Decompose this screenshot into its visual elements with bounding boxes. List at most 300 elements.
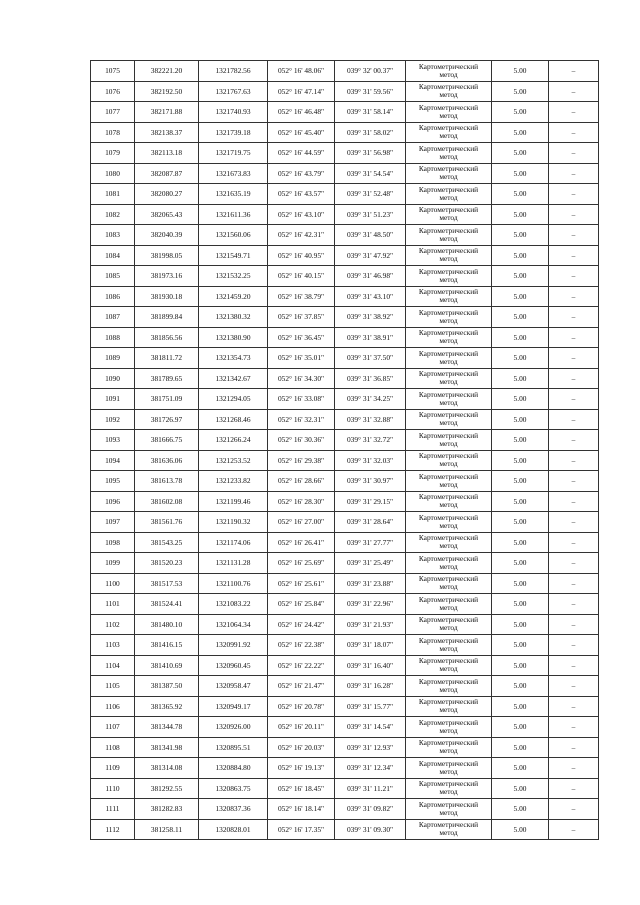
note-cell: – <box>549 81 599 102</box>
x-coordinate-cell: 381543.25 <box>135 532 199 553</box>
method-cell <box>406 163 492 184</box>
x-coordinate-cell: 381387.50 <box>135 676 199 697</box>
latitude-cell: 052° 16' 26.41" <box>268 532 335 553</box>
longitude-cell: 039° 31' 54.54" <box>335 163 406 184</box>
y-coordinate-cell: 1321354.73 <box>199 348 268 369</box>
y-coordinate-cell: 1321083.22 <box>199 594 268 615</box>
table-row <box>91 348 599 369</box>
accuracy-cell: 5.00 <box>492 266 549 287</box>
method-cell <box>406 778 492 799</box>
latitude-cell: 052° 16' 27.00" <box>268 512 335 533</box>
method-line1: Картометрический <box>418 287 479 297</box>
table-row <box>91 204 599 225</box>
latitude-cell: 052° 16' 36.45" <box>268 327 335 348</box>
method-line2: метод <box>439 274 458 284</box>
table-row <box>91 163 599 184</box>
note-cell: – <box>549 737 599 758</box>
latitude-cell: 052° 16' 34.30" <box>268 368 335 389</box>
y-coordinate-cell: 1321740.93 <box>199 102 268 123</box>
x-coordinate-cell: 381561.76 <box>135 512 199 533</box>
point-number-cell: 1092 <box>91 409 135 430</box>
method-line1: Картометрический <box>418 369 479 379</box>
longitude-cell: 039° 31' 12.34" <box>335 758 406 779</box>
y-coordinate-cell: 1320884.80 <box>199 758 268 779</box>
table-row <box>91 245 599 266</box>
note-cell: – <box>549 717 599 738</box>
method-line1: Картометрический <box>418 246 479 256</box>
point-number-cell: 1104 <box>91 655 135 676</box>
point-number-cell: 1089 <box>91 348 135 369</box>
accuracy-cell: 5.00 <box>492 778 549 799</box>
note-cell: – <box>549 102 599 123</box>
method-line2: метод <box>439 315 458 325</box>
y-coordinate-cell: 1320837.36 <box>199 799 268 820</box>
latitude-cell: 052° 16' 20.78" <box>268 696 335 717</box>
y-coordinate-cell: 1321611.36 <box>199 204 268 225</box>
method-line2: метод <box>439 725 458 735</box>
table-row <box>91 696 599 717</box>
note-cell: – <box>549 676 599 697</box>
method-cell <box>406 245 492 266</box>
method-line2: метод <box>439 746 458 756</box>
longitude-cell: 039° 31' 30.97" <box>335 471 406 492</box>
accuracy-cell: 5.00 <box>492 368 549 389</box>
longitude-cell: 039° 31' 14.54" <box>335 717 406 738</box>
method-line1: Картометрический <box>418 266 479 276</box>
longitude-cell: 039° 31' 09.82" <box>335 799 406 820</box>
method-line2: метод <box>439 766 458 776</box>
method-line1: Картометрический <box>418 779 479 789</box>
note-cell: – <box>549 389 599 410</box>
point-number-cell: 1108 <box>91 737 135 758</box>
table-row <box>91 122 599 143</box>
method-line1: Картометрический <box>418 512 479 522</box>
y-coordinate-cell: 1321459.20 <box>199 286 268 307</box>
accuracy-cell: 5.00 <box>492 573 549 594</box>
note-cell: – <box>549 245 599 266</box>
accuracy-cell: 5.00 <box>492 532 549 553</box>
y-coordinate-cell: 1321782.56 <box>199 61 268 82</box>
accuracy-cell: 5.00 <box>492 225 549 246</box>
longitude-cell: 039° 31' 51.23" <box>335 204 406 225</box>
method-cell <box>406 737 492 758</box>
method-line2: метод <box>439 397 458 407</box>
accuracy-cell: 5.00 <box>492 163 549 184</box>
x-coordinate-cell: 381314.08 <box>135 758 199 779</box>
latitude-cell: 052° 16' 32.31" <box>268 409 335 430</box>
longitude-cell: 039° 31' 38.91" <box>335 327 406 348</box>
point-number-cell: 1097 <box>91 512 135 533</box>
method-line1: Картометрический <box>418 492 479 502</box>
longitude-cell: 039° 31' 38.92" <box>335 307 406 328</box>
accuracy-cell: 5.00 <box>492 635 549 656</box>
method-line1: Картометрический <box>418 553 479 563</box>
x-coordinate-cell: 382065.43 <box>135 204 199 225</box>
x-coordinate-cell: 381751.09 <box>135 389 199 410</box>
method-line1: Картометрический <box>418 184 479 194</box>
table-row <box>91 307 599 328</box>
x-coordinate-cell: 382192.50 <box>135 81 199 102</box>
method-line2: метод <box>439 664 458 674</box>
point-number-cell: 1100 <box>91 573 135 594</box>
accuracy-cell: 5.00 <box>492 450 549 471</box>
method-cell <box>406 102 492 123</box>
method-cell <box>406 471 492 492</box>
table-row <box>91 614 599 635</box>
method-line1: Картометрический <box>418 676 479 686</box>
method-line1: Картометрический <box>418 143 479 153</box>
point-number-cell: 1099 <box>91 553 135 574</box>
accuracy-cell: 5.00 <box>492 286 549 307</box>
table-row <box>91 430 599 451</box>
latitude-cell: 052° 16' 20.03" <box>268 737 335 758</box>
table-row <box>91 389 599 410</box>
method-cell <box>406 799 492 820</box>
y-coordinate-cell: 1321635.19 <box>199 184 268 205</box>
method-cell <box>406 81 492 102</box>
table-row <box>91 450 599 471</box>
method-cell <box>406 635 492 656</box>
accuracy-cell: 5.00 <box>492 184 549 205</box>
y-coordinate-cell: 1321739.18 <box>199 122 268 143</box>
accuracy-cell: 5.00 <box>492 819 549 840</box>
y-coordinate-cell: 1320949.17 <box>199 696 268 717</box>
method-cell <box>406 491 492 512</box>
latitude-cell: 052° 16' 17.35" <box>268 819 335 840</box>
longitude-cell: 039° 31' 09.30" <box>335 819 406 840</box>
longitude-cell: 039° 31' 28.64" <box>335 512 406 533</box>
accuracy-cell: 5.00 <box>492 389 549 410</box>
x-coordinate-cell: 381480.10 <box>135 614 199 635</box>
latitude-cell: 052° 16' 25.61" <box>268 573 335 594</box>
table-row <box>91 409 599 430</box>
y-coordinate-cell: 1321342.67 <box>199 368 268 389</box>
y-coordinate-cell: 1320960.45 <box>199 655 268 676</box>
y-coordinate-cell: 1321233.82 <box>199 471 268 492</box>
note-cell: – <box>549 655 599 676</box>
note-cell: – <box>549 471 599 492</box>
accuracy-cell: 5.00 <box>492 122 549 143</box>
table-row <box>91 512 599 533</box>
longitude-cell: 039° 31' 11.21" <box>335 778 406 799</box>
note-cell: – <box>549 491 599 512</box>
latitude-cell: 052° 16' 43.57" <box>268 184 335 205</box>
y-coordinate-cell: 1320991.92 <box>199 635 268 656</box>
method-line1: Картометрический <box>418 799 479 809</box>
method-line2: метод <box>439 643 458 653</box>
longitude-cell: 039° 31' 48.50" <box>335 225 406 246</box>
accuracy-cell: 5.00 <box>492 553 549 574</box>
latitude-cell: 052° 16' 21.47" <box>268 676 335 697</box>
table-row <box>91 471 599 492</box>
latitude-cell: 052° 16' 35.01" <box>268 348 335 369</box>
x-coordinate-cell: 381520.23 <box>135 553 199 574</box>
point-number-cell: 1079 <box>91 143 135 164</box>
y-coordinate-cell: 1321380.32 <box>199 307 268 328</box>
method-line2: метод <box>439 541 458 551</box>
point-number-cell: 1090 <box>91 368 135 389</box>
point-number-cell: 1096 <box>91 491 135 512</box>
method-cell <box>406 266 492 287</box>
method-line1: Картометрический <box>418 758 479 768</box>
method-line2: метод <box>439 254 458 264</box>
point-number-cell: 1095 <box>91 471 135 492</box>
longitude-cell: 039° 31' 56.98" <box>335 143 406 164</box>
longitude-cell: 039° 31' 32.03" <box>335 450 406 471</box>
method-line2: метод <box>439 151 458 161</box>
method-cell <box>406 512 492 533</box>
method-cell <box>406 143 492 164</box>
method-line1: Картометрический <box>418 635 479 645</box>
longitude-cell: 039° 31' 32.72" <box>335 430 406 451</box>
accuracy-cell: 5.00 <box>492 245 549 266</box>
y-coordinate-cell: 1321131.28 <box>199 553 268 574</box>
x-coordinate-cell: 382080.27 <box>135 184 199 205</box>
latitude-cell: 052° 16' 19.13" <box>268 758 335 779</box>
note-cell: – <box>549 184 599 205</box>
longitude-cell: 039° 31' 12.93" <box>335 737 406 758</box>
method-line1: Картометрический <box>418 594 479 604</box>
accuracy-cell: 5.00 <box>492 594 549 615</box>
coordinates-table <box>90 60 599 840</box>
longitude-cell: 039° 31' 47.92" <box>335 245 406 266</box>
x-coordinate-cell: 381410.69 <box>135 655 199 676</box>
longitude-cell: 039° 31' 58.14" <box>335 102 406 123</box>
method-line1: Картометрический <box>418 328 479 338</box>
x-coordinate-cell: 381344.78 <box>135 717 199 738</box>
point-number-cell: 1086 <box>91 286 135 307</box>
method-cell <box>406 184 492 205</box>
y-coordinate-cell: 1320828.01 <box>199 819 268 840</box>
method-line2: метод <box>439 582 458 592</box>
table-row <box>91 594 599 615</box>
x-coordinate-cell: 381258.11 <box>135 819 199 840</box>
method-line1: Картометрический <box>418 430 479 440</box>
y-coordinate-cell: 1320926.00 <box>199 717 268 738</box>
method-line2: метод <box>439 192 458 202</box>
x-coordinate-cell: 381602.08 <box>135 491 199 512</box>
method-line1: Картометрический <box>418 123 479 133</box>
method-cell <box>406 594 492 615</box>
x-coordinate-cell: 381365.92 <box>135 696 199 717</box>
method-line2: метод <box>439 90 458 100</box>
method-cell <box>406 389 492 410</box>
method-cell <box>406 717 492 738</box>
y-coordinate-cell: 1320958.47 <box>199 676 268 697</box>
x-coordinate-cell: 381416.15 <box>135 635 199 656</box>
longitude-cell: 039° 31' 23.88" <box>335 573 406 594</box>
accuracy-cell: 5.00 <box>492 512 549 533</box>
longitude-cell: 039° 31' 18.07" <box>335 635 406 656</box>
x-coordinate-cell: 382171.88 <box>135 102 199 123</box>
note-cell: – <box>549 594 599 615</box>
latitude-cell: 052° 16' 18.14" <box>268 799 335 820</box>
method-line2: метод <box>439 131 458 141</box>
point-number-cell: 1098 <box>91 532 135 553</box>
table-row <box>91 286 599 307</box>
note-cell: – <box>549 450 599 471</box>
note-cell: – <box>549 778 599 799</box>
longitude-cell: 039° 31' 34.25" <box>335 389 406 410</box>
x-coordinate-cell: 381789.65 <box>135 368 199 389</box>
table-row <box>91 655 599 676</box>
method-line1: Картометрический <box>418 574 479 584</box>
accuracy-cell: 5.00 <box>492 307 549 328</box>
latitude-cell: 052° 16' 45.40" <box>268 122 335 143</box>
method-line1: Картометрический <box>418 61 479 71</box>
note-cell: – <box>549 573 599 594</box>
point-number-cell: 1106 <box>91 696 135 717</box>
y-coordinate-cell: 1321064.34 <box>199 614 268 635</box>
note-cell: – <box>549 409 599 430</box>
method-line1: Картометрический <box>418 164 479 174</box>
method-line1: Картометрический <box>418 205 479 215</box>
longitude-cell: 039° 31' 59.56" <box>335 81 406 102</box>
note-cell: – <box>549 307 599 328</box>
accuracy-cell: 5.00 <box>492 737 549 758</box>
point-number-cell: 1091 <box>91 389 135 410</box>
accuracy-cell: 5.00 <box>492 491 549 512</box>
point-number-cell: 1110 <box>91 778 135 799</box>
note-cell: – <box>549 348 599 369</box>
table-row <box>91 799 599 820</box>
y-coordinate-cell: 1320863.75 <box>199 778 268 799</box>
accuracy-cell: 5.00 <box>492 409 549 430</box>
point-number-cell: 1088 <box>91 327 135 348</box>
longitude-cell: 039° 31' 22.96" <box>335 594 406 615</box>
table-row <box>91 225 599 246</box>
method-line2: метод <box>439 418 458 428</box>
note-cell: – <box>549 122 599 143</box>
method-line1: Картометрический <box>418 102 479 112</box>
x-coordinate-cell: 381517.53 <box>135 573 199 594</box>
method-line2: метод <box>439 828 458 838</box>
point-number-cell: 1101 <box>91 594 135 615</box>
longitude-cell: 039° 31' 46.98" <box>335 266 406 287</box>
method-cell <box>406 348 492 369</box>
accuracy-cell: 5.00 <box>492 61 549 82</box>
accuracy-cell: 5.00 <box>492 348 549 369</box>
method-line2: метод <box>439 787 458 797</box>
accuracy-cell: 5.00 <box>492 696 549 717</box>
note-cell: – <box>549 696 599 717</box>
method-cell <box>406 430 492 451</box>
latitude-cell: 052° 16' 42.31" <box>268 225 335 246</box>
latitude-cell: 052° 16' 46.48" <box>268 102 335 123</box>
longitude-cell: 039° 31' 21.93" <box>335 614 406 635</box>
x-coordinate-cell: 381856.56 <box>135 327 199 348</box>
method-cell <box>406 676 492 697</box>
table-row <box>91 717 599 738</box>
method-line1: Картометрический <box>418 738 479 748</box>
note-cell: – <box>549 143 599 164</box>
table-row <box>91 491 599 512</box>
method-line2: метод <box>439 69 458 79</box>
note-cell: – <box>549 819 599 840</box>
method-line1: Картометрический <box>418 471 479 481</box>
method-line1: Картометрический <box>418 656 479 666</box>
method-cell <box>406 204 492 225</box>
longitude-cell: 039° 31' 25.49" <box>335 553 406 574</box>
accuracy-cell: 5.00 <box>492 717 549 738</box>
accuracy-cell: 5.00 <box>492 655 549 676</box>
point-number-cell: 1082 <box>91 204 135 225</box>
table-row <box>91 327 599 348</box>
note-cell: – <box>549 266 599 287</box>
accuracy-cell: 5.00 <box>492 102 549 123</box>
method-line1: Картометрический <box>418 717 479 727</box>
method-line1: Картометрический <box>418 225 479 235</box>
x-coordinate-cell: 382113.18 <box>135 143 199 164</box>
method-cell <box>406 819 492 840</box>
y-coordinate-cell: 1321268.46 <box>199 409 268 430</box>
point-number-cell: 1081 <box>91 184 135 205</box>
x-coordinate-cell: 381666.75 <box>135 430 199 451</box>
point-number-cell: 1112 <box>91 819 135 840</box>
point-number-cell: 1080 <box>91 163 135 184</box>
latitude-cell: 052° 16' 25.69" <box>268 553 335 574</box>
method-cell <box>406 368 492 389</box>
latitude-cell: 052° 16' 24.42" <box>268 614 335 635</box>
x-coordinate-cell: 381726.97 <box>135 409 199 430</box>
method-line2: метод <box>439 705 458 715</box>
latitude-cell: 052° 16' 28.66" <box>268 471 335 492</box>
method-line1: Картометрический <box>418 820 479 830</box>
latitude-cell: 052° 16' 20.11" <box>268 717 335 738</box>
point-number-cell: 1107 <box>91 717 135 738</box>
point-number-cell: 1105 <box>91 676 135 697</box>
latitude-cell: 052° 16' 33.08" <box>268 389 335 410</box>
table-row <box>91 758 599 779</box>
accuracy-cell: 5.00 <box>492 758 549 779</box>
method-line1: Картометрический <box>418 348 479 358</box>
method-line2: метод <box>439 459 458 469</box>
point-number-cell: 1094 <box>91 450 135 471</box>
method-cell <box>406 614 492 635</box>
method-cell <box>406 307 492 328</box>
point-number-cell: 1103 <box>91 635 135 656</box>
latitude-cell: 052° 16' 40.15" <box>268 266 335 287</box>
x-coordinate-cell: 381930.18 <box>135 286 199 307</box>
x-coordinate-cell: 382221.20 <box>135 61 199 82</box>
table-row <box>91 532 599 553</box>
x-coordinate-cell: 382138.37 <box>135 122 199 143</box>
point-number-cell: 1083 <box>91 225 135 246</box>
latitude-cell: 052° 16' 18.45" <box>268 778 335 799</box>
y-coordinate-cell: 1321673.83 <box>199 163 268 184</box>
note-cell: – <box>549 61 599 82</box>
table-row <box>91 676 599 697</box>
y-coordinate-cell: 1321560.06 <box>199 225 268 246</box>
method-line2: метод <box>439 520 458 530</box>
y-coordinate-cell: 1321380.90 <box>199 327 268 348</box>
method-cell <box>406 573 492 594</box>
point-number-cell: 1076 <box>91 81 135 102</box>
method-cell <box>406 61 492 82</box>
y-coordinate-cell: 1321532.25 <box>199 266 268 287</box>
method-line2: метод <box>439 336 458 346</box>
x-coordinate-cell: 381811.72 <box>135 348 199 369</box>
method-line2: метод <box>439 377 458 387</box>
y-coordinate-cell: 1321767.63 <box>199 81 268 102</box>
y-coordinate-cell: 1320895.51 <box>199 737 268 758</box>
table-row <box>91 61 599 82</box>
note-cell: – <box>549 799 599 820</box>
method-line2: метод <box>439 561 458 571</box>
longitude-cell: 039° 31' 36.85" <box>335 368 406 389</box>
latitude-cell: 052° 16' 30.36" <box>268 430 335 451</box>
longitude-cell: 039° 31' 32.88" <box>335 409 406 430</box>
